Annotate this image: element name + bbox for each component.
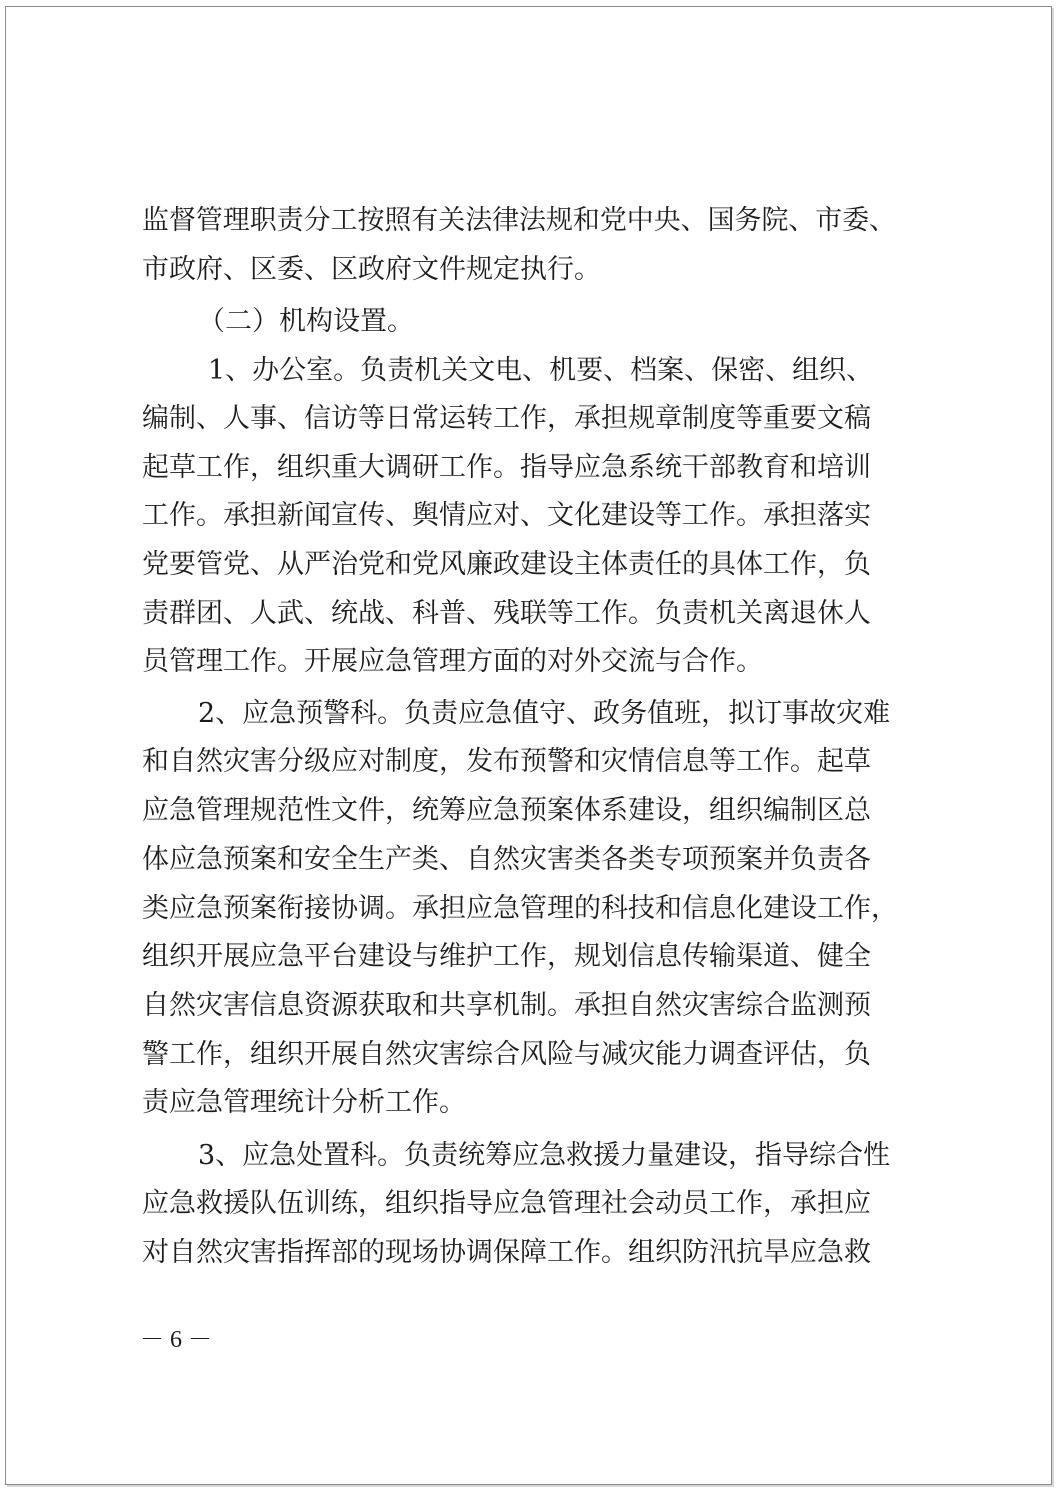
text-line: 和自然灾害分级应对制度，发布预警和灾情信息等工作。起草 [142, 746, 871, 777]
text-line: 编制、人事、信访等日常运转工作，承担规章制度等重要文稿 [142, 403, 871, 434]
text-line: 警工作，组织开展自然灾害综合风险与减灾能力调查评估，负 [142, 1039, 871, 1070]
text-line: 1、办公室。负责机关文电、机要、档案、保密、组织、 [208, 355, 874, 386]
text-line: 应急管理规范性文件，统筹应急预案体系建设，组织编制区总 [142, 795, 871, 826]
text-line: 组织开展应急平台建设与维护工作，规划信息传输渠道、健全 [142, 941, 871, 972]
text-line: 对自然灾害指挥部的现场协调保障工作。组织防汛抗旱应急救 [142, 1237, 871, 1268]
text-line: 3、应急处置科。负责统筹应急救援力量建设，指导综合性 [198, 1140, 891, 1171]
text-line: 自然灾害信息资源获取和共享机制。承担自然灾害综合监测预 [142, 990, 871, 1021]
text-line: 2、应急预警科。负责应急值守、政务值班，拟订事故灾难 [198, 698, 891, 729]
text-line: 责群团、人武、统战、科普、残联等工作。负责机关离退休人 [142, 598, 871, 629]
text-line: 工作。承担新闻宣传、舆情应对、文化建设等工作。承担落实 [142, 500, 871, 531]
section-heading: （二）机构设置。 [198, 306, 414, 337]
text-line: 类应急预案衔接协调。承担应急管理的科技和信息化建设工作， [142, 893, 898, 924]
text-line: 责应急管理统计分析工作。 [142, 1087, 466, 1118]
text-line: 起草工作，组织重大调研工作。指导应急系统干部教育和培训 [142, 452, 871, 483]
page-number: － 6 － [140, 1327, 212, 1353]
text-line: 应急救援队伍训练，组织指导应急管理社会动员工作，承担应 [142, 1188, 871, 1219]
text-line: 监督管理职责分工按照有关法律法规和党中央、国务院、市委、 [142, 205, 897, 236]
text-line: 体应急预案和安全生产类、自然灾害类各类专项预案并负责各 [142, 844, 871, 875]
text-line: 员管理工作。开展应急管理方面的对外交流与合作。 [142, 646, 763, 677]
text-line: 党要管党、从严治党和党风廉政建设主体责任的具体工作，负 [142, 549, 871, 580]
text-line: 市政府、区委、区政府文件规定执行。 [142, 254, 601, 285]
